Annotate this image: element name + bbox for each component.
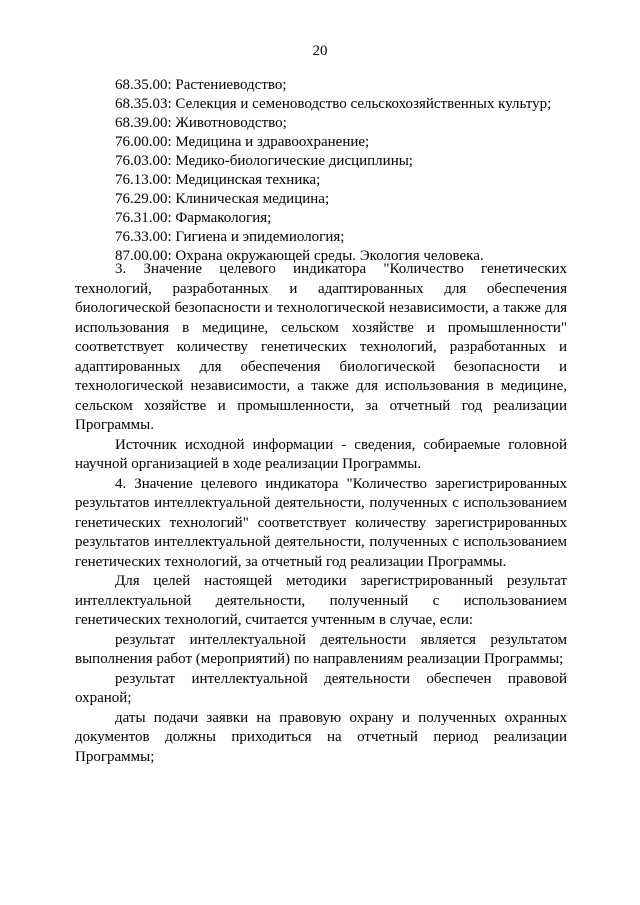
code-line: 76.31.00: Фармакология; xyxy=(115,210,272,226)
code-line: 76.00.00: Медицина и здравоохранение; xyxy=(115,134,370,150)
code-line: 68.35.03: Селекция и семеноводство сельскохозяйственных культур; xyxy=(115,96,552,112)
code-line: 68.39.00: Животноводство; xyxy=(115,115,287,131)
paragraph-condition-3: даты подачи заявки на правовую охрану и полученных охранных документов должны приходиться на отчетный период реализации Программы; xyxy=(75,709,567,765)
code-line: 76.33.00: Гигиена и эпидемиология; xyxy=(115,229,345,245)
code-line: 76.13.00: Медицинская техника; xyxy=(115,172,321,188)
code-line: 76.03.00: Медико-биологические дисциплины; xyxy=(115,153,413,169)
paragraph-indicator-3: 3. Значение целевого индикатора "Количество генетических технологий, разработанных и адаптированных для обеспечения биологической безопасности и технологической независимости, а также для использования в медицине, сельском хозяйстве и промышленности" соответствует количеству генетических технологий, разработанных и адаптированных для обеспечения биологической безопасности и технологической независимости, а также для использования в медицине, сельском хозяйстве и промышленности, за отчетный год реализации Программы. xyxy=(75,261,567,433)
page-number: 20 xyxy=(312,43,328,59)
code-line: 68.35.00: Растениеводство; xyxy=(115,77,287,93)
code-line: 87.00.00: Охрана окружающей среды. Экология человека. xyxy=(115,248,484,264)
paragraph-condition-2: результат интеллектуальной деятельности обеспечен правовой охраной; xyxy=(75,670,567,706)
paragraph-condition-1: результат интеллектуальной деятельности является результатом выполнения работ (мероприятий) по направлениям реализации Программы; xyxy=(75,631,567,667)
body-text xyxy=(75,260,567,767)
paragraph-indicator-4: 4. Значение целевого индикатора "Количество зарегистрированных результатов интеллектуальной деятельности, полученных с использованием генетических технологий" соответствует количеству зарегистрированных результатов интеллектуальной деятельности, полученных с использованием генетических технологий, за отчетный год реализации Программы. xyxy=(75,475,567,570)
paragraph-data-source: Источник исходной информации - сведения, собираемые головной научной организацией в ходе реализации Программы. xyxy=(75,436,567,472)
classifier-code-list xyxy=(115,76,595,266)
code-line: 76.29.00: Клиническая медицина; xyxy=(115,191,330,207)
paragraph-methodology: Для целей настоящей методики зарегистрированный результат интеллектуальной деятельности, полученный с использованием генетических технологий, считается учтенным в случае, если: xyxy=(75,573,567,628)
